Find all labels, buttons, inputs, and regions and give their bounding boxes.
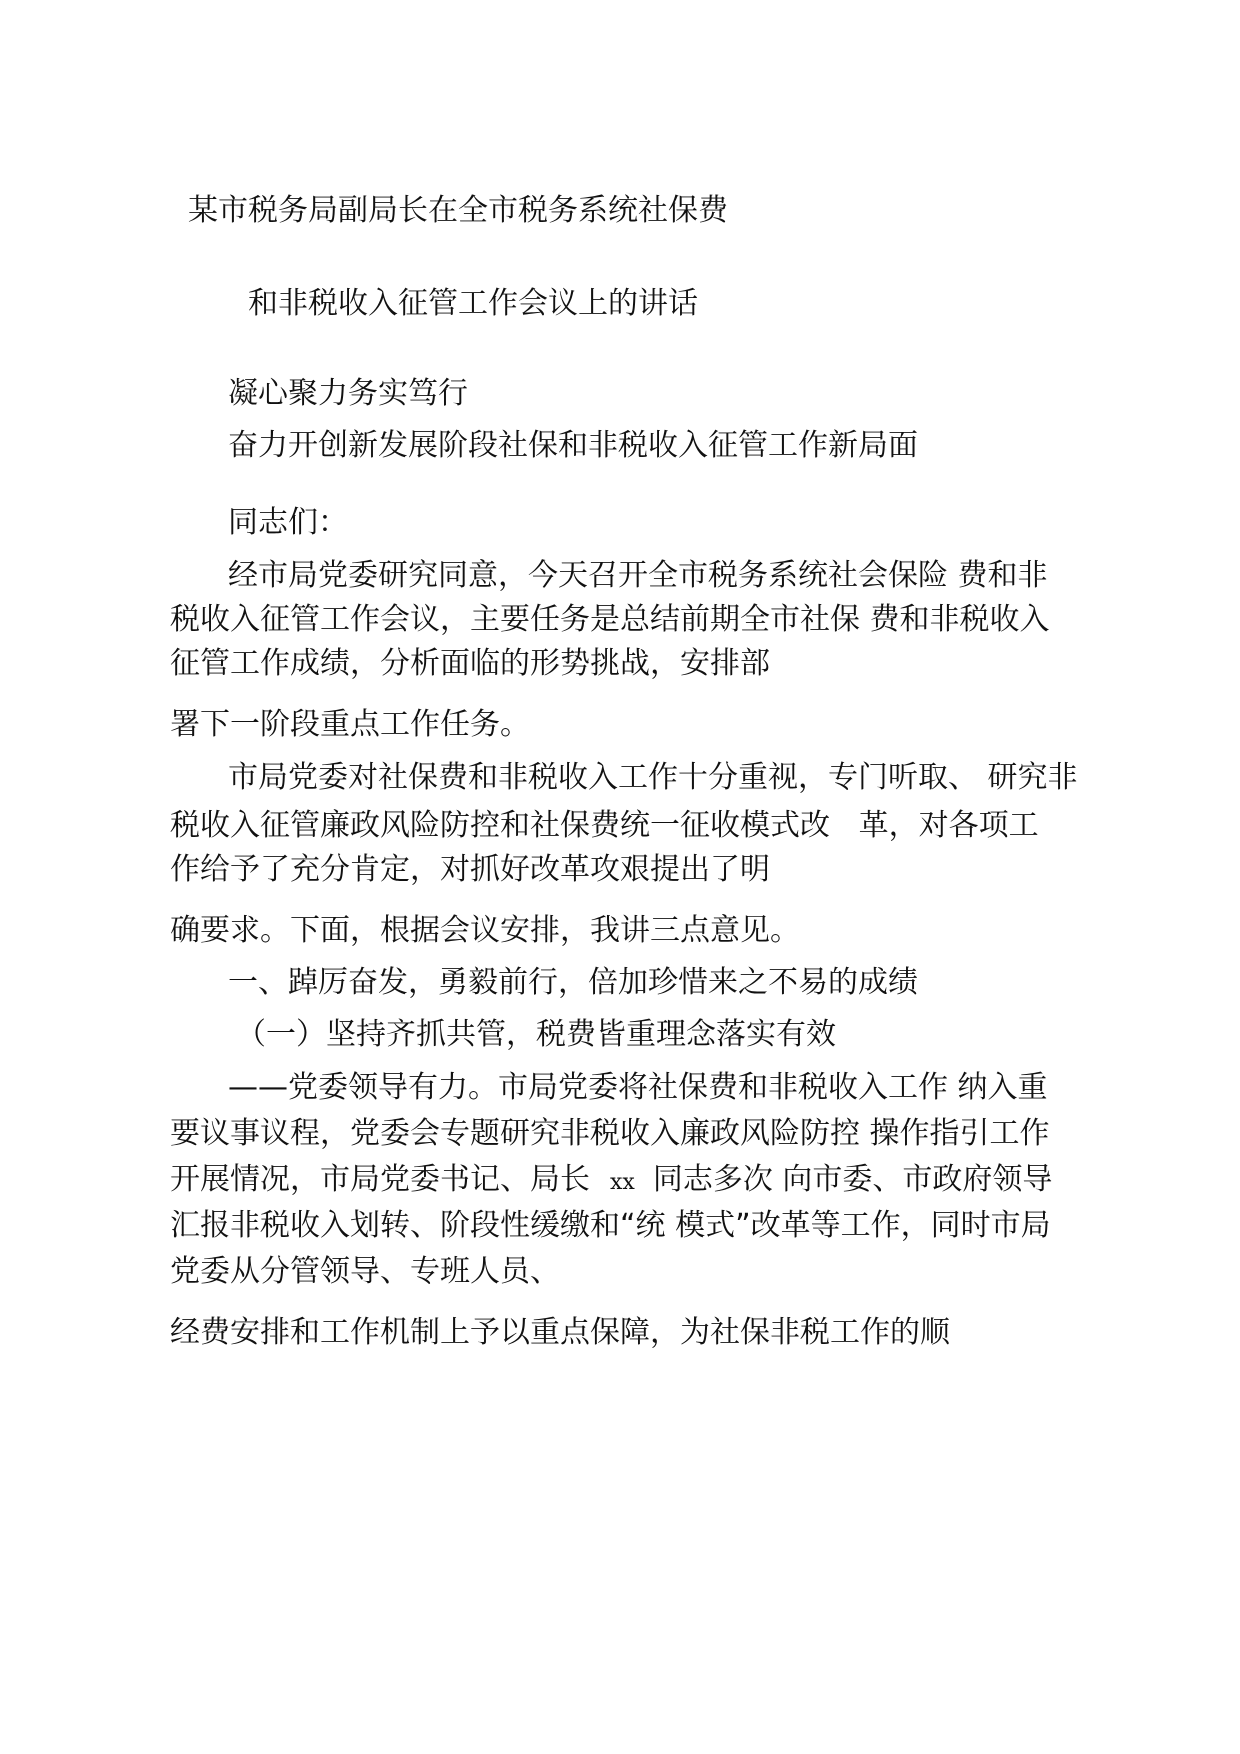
paragraph-2-line-1: 市局党委对社保费和非税收入工作十分重视，专门听取、 研究非 (228, 760, 1078, 795)
document-title-line-2: 和非税收入征管工作会议上的讲话 (248, 286, 698, 321)
paragraph-3-line-5: 党委从分管领导、专班人员、 (170, 1254, 560, 1289)
greeting: 同志们： (228, 505, 348, 540)
paragraph-2-line-2: 税收入征管廉政风险防控和社保费统一征收模式改 革，对各项工 (170, 808, 1039, 843)
paragraph-3-line-3-start: 开展情况，市局党委书记、局长 (170, 1162, 590, 1197)
subtitle-line-2: 奋力开创新发展阶段社保和非税收入征管工作新局面 (228, 428, 918, 463)
section-heading-1: 一、踔厉奋发，勇毅前行，倍加珍惜来之不易的成绩 (228, 965, 918, 1000)
document-title-line-1: 某市税务局副局长在全市税务系统社保费 (188, 193, 728, 228)
paragraph-3-line-6: 经费安排和工作机制上予以重点保障，为社保非税工作的顺 (170, 1315, 950, 1350)
subsection-heading-1: （一）坚持齐抓共管，税费皆重理念落实有效 (236, 1017, 836, 1052)
placeholder-name: xx (610, 1170, 635, 1195)
paragraph-1-line-1: 经市局党委研究同意，今天召开全市税务系统社会保险 费和非 (228, 558, 1048, 593)
paragraph-1-line-4: 署下一阶段重点工作任务。 (170, 707, 530, 742)
subtitle-line-1: 凝心聚力务实笃行 (228, 376, 468, 411)
paragraph-3-line-2: 要议事议程，党委会专题研究非税收入廉政风险防控 操作指引工作 (170, 1116, 1050, 1151)
paragraph-3-line-3 (170, 1160, 1052, 1203)
paragraph-2-line-3: 作给予了充分肯定，对抓好改革攻艰提出了明 (170, 852, 770, 887)
paragraph-1-line-3: 征管工作成绩，分析面临的形势挑战，安排部 (170, 646, 770, 681)
paragraph-3-line-4: 汇报非税收入划转、阶段性缓缴和“统 模式”改革等工作，同时市局 (170, 1208, 1051, 1243)
paragraph-2-line-4: 确要求。下面，根据会议安排，我讲三点意见。 (170, 913, 800, 948)
paragraph-1-line-2: 税收入征管工作会议，主要任务是总结前期全市社保 费和非税收入 (170, 602, 1050, 637)
paragraph-3-line-3-end: 同志多次 向市委、市政府领导 (652, 1162, 1053, 1197)
paragraph-3-line-1: ——党委领导有力。市局党委将社保费和非税收入工作 纳入重 (228, 1070, 1048, 1105)
